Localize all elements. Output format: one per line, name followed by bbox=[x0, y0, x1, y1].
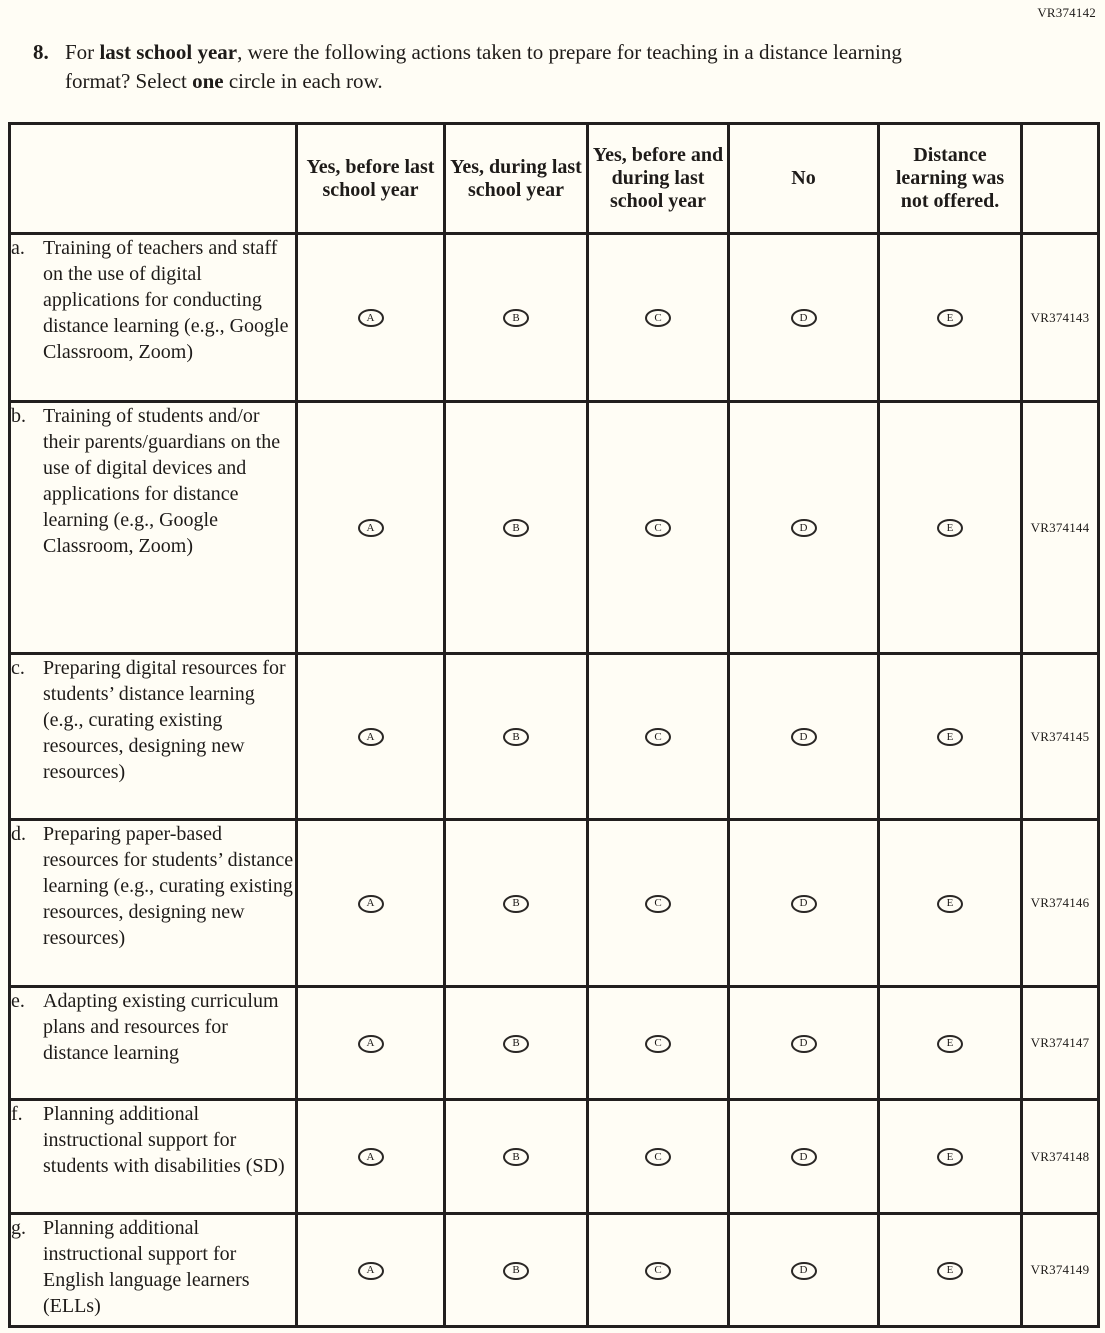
answer-bubble-b[interactable]: B bbox=[503, 1148, 529, 1166]
table-row-c bbox=[10, 654, 1099, 820]
answer-bubble-a[interactable]: A bbox=[358, 728, 384, 746]
answer-bubble-a[interactable]: A bbox=[358, 1262, 384, 1280]
row-text: Planning additional instructional support for English language learners (ELLs) bbox=[43, 1217, 250, 1317]
answer-bubble-c[interactable]: C bbox=[645, 519, 671, 537]
answer-bubble-d[interactable]: D bbox=[791, 1148, 817, 1166]
answer-cell bbox=[588, 402, 729, 654]
row-letter: e. bbox=[11, 990, 25, 1012]
answer-cell bbox=[297, 1214, 445, 1327]
answer-bubble-a[interactable]: A bbox=[358, 519, 384, 537]
answer-cell bbox=[588, 987, 729, 1100]
table-row-d bbox=[10, 820, 1099, 987]
answer-cell bbox=[445, 1100, 588, 1214]
row-text: Preparing digital resources for students’ distance learning (e.g., curating existing resources, designing new resources) bbox=[43, 657, 286, 783]
answer-cell bbox=[879, 820, 1022, 987]
answer-bubble-d[interactable]: D bbox=[791, 519, 817, 537]
answer-bubble-b[interactable]: B bbox=[503, 1035, 529, 1053]
row-code: VR374145 bbox=[1022, 654, 1099, 820]
table-row-f bbox=[10, 1100, 1099, 1214]
answer-bubble-b[interactable]: B bbox=[503, 519, 529, 537]
answer-cell bbox=[879, 402, 1022, 654]
answer-cell bbox=[729, 402, 879, 654]
table-row-b bbox=[10, 402, 1099, 654]
answer-bubble-c[interactable]: C bbox=[645, 728, 671, 746]
form-code: VR374142 bbox=[1037, 5, 1096, 20]
answer-bubble-c[interactable]: C bbox=[645, 1148, 671, 1166]
row-letter: f. bbox=[11, 1103, 23, 1125]
answer-cell bbox=[445, 402, 588, 654]
header-row bbox=[10, 124, 1099, 234]
answer-cell bbox=[588, 820, 729, 987]
answer-bubble-e[interactable]: E bbox=[937, 1262, 963, 1280]
row-code: VR374144 bbox=[1022, 402, 1099, 654]
answer-cell bbox=[729, 234, 879, 402]
answer-bubble-b[interactable]: B bbox=[503, 895, 529, 913]
answer-bubble-c[interactable]: C bbox=[645, 1035, 671, 1053]
answer-cell bbox=[445, 234, 588, 402]
answer-bubble-e[interactable]: E bbox=[937, 895, 963, 913]
answer-cell bbox=[729, 987, 879, 1100]
answer-bubble-e[interactable]: E bbox=[937, 728, 963, 746]
column-header-yes-during: Yes, during last school year bbox=[445, 124, 588, 234]
answer-cell bbox=[729, 654, 879, 820]
answer-cell bbox=[729, 1214, 879, 1327]
answer-bubble-a[interactable]: A bbox=[358, 1035, 384, 1053]
answer-bubble-a[interactable]: A bbox=[358, 309, 384, 327]
answer-bubble-b[interactable]: B bbox=[503, 728, 529, 746]
answer-cell bbox=[879, 234, 1022, 402]
row-text: Adapting existing curriculum plans and resources for distance learning bbox=[43, 990, 279, 1064]
answer-cell bbox=[445, 987, 588, 1100]
answer-cell bbox=[297, 402, 445, 654]
row-letter: g. bbox=[11, 1217, 26, 1239]
answer-bubble-c[interactable]: C bbox=[645, 309, 671, 327]
answer-bubble-e[interactable]: E bbox=[937, 309, 963, 327]
answer-cell bbox=[297, 820, 445, 987]
question-text bbox=[65, 38, 905, 96]
answer-bubble-c[interactable]: C bbox=[645, 895, 671, 913]
question-text-bold: last school year bbox=[99, 40, 238, 64]
row-code: VR374147 bbox=[1022, 987, 1099, 1100]
answer-cell bbox=[588, 654, 729, 820]
answer-cell bbox=[879, 654, 1022, 820]
answer-cell bbox=[297, 1100, 445, 1214]
answer-cell bbox=[445, 820, 588, 987]
table-row-a bbox=[10, 234, 1099, 402]
row-text: Preparing paper-based resources for students’ distance learning (e.g., curating existing resources, designing new resources) bbox=[43, 823, 294, 949]
question-8 bbox=[33, 38, 993, 96]
row-letter: b. bbox=[11, 405, 26, 427]
header-code-blank bbox=[1022, 124, 1099, 234]
answer-bubble-c[interactable]: C bbox=[645, 1262, 671, 1280]
answer-cell bbox=[879, 1214, 1022, 1327]
column-header-not-offered: Distance learning was not offered. bbox=[879, 124, 1022, 234]
column-header-yes-before-and-during: Yes, before and during last school year bbox=[588, 124, 729, 234]
row-code: VR374148 bbox=[1022, 1100, 1099, 1214]
row-label bbox=[10, 1100, 297, 1214]
response-grid bbox=[8, 122, 1100, 1328]
answer-bubble-d[interactable]: D bbox=[791, 728, 817, 746]
row-letter: c. bbox=[11, 657, 25, 679]
answer-cell bbox=[879, 987, 1022, 1100]
answer-cell bbox=[879, 1100, 1022, 1214]
row-label bbox=[10, 820, 297, 987]
answer-cell bbox=[297, 234, 445, 402]
answer-cell bbox=[297, 654, 445, 820]
answer-bubble-d[interactable]: D bbox=[791, 309, 817, 327]
row-label bbox=[10, 1214, 297, 1327]
row-text: Training of teachers and staff on the use of digital applications for conducting distance learning (e.g., Google Classroom, Zoom) bbox=[43, 237, 289, 363]
answer-cell bbox=[445, 1214, 588, 1327]
question-text-part: circle in each row. bbox=[223, 69, 383, 93]
answer-bubble-d[interactable]: D bbox=[791, 1262, 817, 1280]
question-number: 8. bbox=[33, 40, 49, 64]
answer-cell bbox=[729, 820, 879, 987]
row-text: Training of students and/or their parents/guardians on the use of digital devices and applications for distance learning (e.g., Google Classroom, Zoom) bbox=[43, 405, 281, 557]
answer-bubble-e[interactable]: E bbox=[937, 1035, 963, 1053]
table-row-e bbox=[10, 987, 1099, 1100]
row-text: Planning additional instructional support for students with disabilities (SD) bbox=[43, 1103, 285, 1177]
answer-cell bbox=[588, 1214, 729, 1327]
table-row-g bbox=[10, 1214, 1099, 1327]
row-code: VR374146 bbox=[1022, 820, 1099, 987]
answer-bubble-d[interactable]: D bbox=[791, 1035, 817, 1053]
column-header-no: No bbox=[729, 124, 879, 234]
answer-bubble-b[interactable]: B bbox=[503, 1262, 529, 1280]
answer-bubble-b[interactable]: B bbox=[503, 309, 529, 327]
answer-cell bbox=[445, 654, 588, 820]
row-label bbox=[10, 234, 297, 402]
answer-bubble-d[interactable]: D bbox=[791, 895, 817, 913]
question-text-part: For bbox=[65, 40, 100, 64]
row-label bbox=[10, 654, 297, 820]
answer-cell bbox=[297, 987, 445, 1100]
answer-bubble-a[interactable]: A bbox=[358, 895, 384, 913]
question-text-part: , were the following actions taken to prepare for teaching in a distance learning format? Select bbox=[65, 40, 902, 93]
answer-cell bbox=[729, 1100, 879, 1214]
row-code: VR374143 bbox=[1022, 234, 1099, 402]
answer-cell bbox=[588, 234, 729, 402]
row-letter: a. bbox=[11, 237, 25, 259]
row-code: VR374149 bbox=[1022, 1214, 1099, 1327]
answer-bubble-a[interactable]: A bbox=[358, 1148, 384, 1166]
row-letter: d. bbox=[11, 823, 26, 845]
answer-cell bbox=[588, 1100, 729, 1214]
answer-bubble-e[interactable]: E bbox=[937, 519, 963, 537]
answer-bubble-e[interactable]: E bbox=[937, 1148, 963, 1166]
row-label bbox=[10, 987, 297, 1100]
header-blank bbox=[10, 124, 297, 234]
question-text-bold: one bbox=[192, 69, 224, 93]
row-label bbox=[10, 402, 297, 654]
column-header-yes-before: Yes, before last school year bbox=[297, 124, 445, 234]
